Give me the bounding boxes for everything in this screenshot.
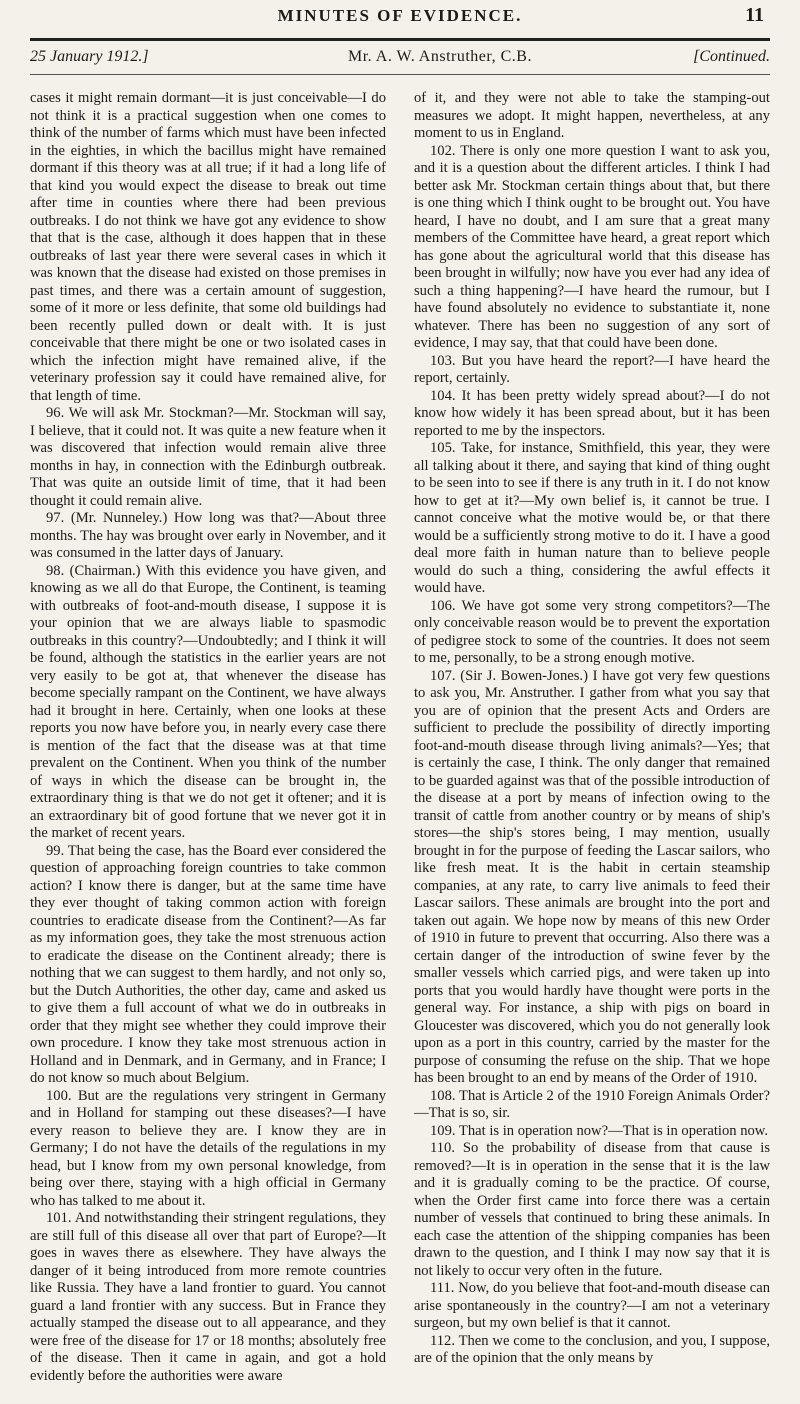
paragraph: 105. Take, for instance, Smithfield, this year, they were all talking about it there, and saying that kind of thing ought to be seen into to see if there is any truth in it. I do not know how to get at it?—My own belief is, it cannot be true. I cannot conceive what the motive would be, or that there would be a sufficiently strong motive to do it. I have a good deal more faith in human nature than to believe people would do such a thing, considering the awful effects it would have. — [414, 440, 770, 596]
paragraph: 97. (Mr. Nunneley.) How long was that?—About three months. The hay was brought over early in November, and it was consumed in the latter days of January. — [30, 510, 386, 561]
paragraph: 98. (Chairman.) With this evidence you have given, and knowing as we all do that Europe, the Continent, is teaming with outbreaks of foot-and-mouth disease, I suppose it is your opinion that we are always liable to spasmodic outbreaks in this country?—Undoubtedly; and I think it will be found, although the statistics in the earlier years are not very easily to be got at, that whenever the disease has become specially rampant on the Continent, we have always had it brought in here. Certainly, when one looks at these reports you now have before you, in nearly every case there is mention of the fact that the disease was at that time prevalent on the Continent. When you think of the number of ways in which the disease can be brought in, the extraordinary thing is that we do not get it oftener; and it is an extraordinary bit of good fortune that we never got it in the market of recent years. — [30, 562, 386, 841]
paragraph: 101. And notwithstanding their stringent regulations, they are still full of this disease all over that part of Europe?—It goes in waves there as elsewhere. They have always the danger of it being introduced from more remote countries like Russia. They have a land frontier to guard. You cannot guard a land frontier with any success. But in France they actually stamped the disease out to all appearance, and they were free of the disease for 17 or 18 months; absolutely free of the disease. Then it came in again, and got a hold evidently before the authorities were aware — [30, 1210, 386, 1384]
paragraph: 102. There is only one more question I want to ask you, and it is a question about the different articles. I think I had better ask Mr. Stockman certain things about that, but there is one thing which I think ought to be brought out. You have heard, I have no doubt, and I am sure that a great many members of the Committee have heard, a great report which has gone about the agricultural world that this disease has been brought in wilfully; now have you ever had any idea of such a thing happening?—I have heard the rumour, but I have found absolutely no evidence to substantiate it, none whatever. There has been no suggestion of any sort of evidence, I may say, that that could have been done. — [414, 142, 770, 351]
header-divider — [30, 74, 770, 75]
paragraph: of it, and they were not able to take the stamping-out measures we adopt. It might happen, nevertheless, at any moment to us in England. — [414, 90, 770, 141]
paragraph: 100. But are the regulations very stringent in Germany and in Holland for stamping out these diseases?—I have every reason to believe they are. I know they are in Germany; I do not have the details of the regulations in my head, but I know from my own personal knowledge, from being over there, staying with a high official in Germany who has talked to me about it. — [30, 1087, 386, 1209]
paragraph: 107. (Sir J. Bowen-Jones.) I have got very few questions to ask you, Mr. Anstruther. I gather from what you say that you are of opinion that the present Acts and Orders are sufficient to preclude the possibility of directly importing foot-and-mouth disease through living animals?—Yes; that is certainly the case, I think. The only danger that remained to be guarded against was that of the possible introduction of the disease at a port by means of infection owing to the transit of cattle from another country or by means of ship's stores—the ship's stores being, I may mention, usually brought in for the purpose of feeding the Lascar sailors, who like fresh meat. It is the habit in certain steamship companies, at any rate, to carry live animals to feed their Lascar sailors. These animals are brought into the port and taken out again. We hope now by means of this new Order of 1910 in future to prevent that occurring. Also there was a certain danger of the introduction of swine fever by the smaller vessels which carried pigs, and were taken up into ports that you would hardly have thought were ports in the general way. For instance, a ship with pigs on board in Gloucester was discovered, which you do not generally look upon as a port in this country, carried by the master for the purpose of consuming the refuse on the ship. That we hope has been brought to an end by means of the Order of 1910. — [414, 667, 770, 1086]
paragraph: 104. It has been pretty widely spread about?—I do not know how widely it has been spread about, but it has been reported to me by the inspectors. — [414, 387, 770, 439]
paragraph: 109. That is in operation now?—That is in operation now. — [430, 1122, 769, 1139]
paragraph: 111. Now, do you believe that foot-and-mouth disease can arise spontaneously in the country?—I am not a veterinary surgeon, but my own belief is that it cannot. — [414, 1280, 770, 1331]
paragraph: 96. We will ask Mr. Stockman?—Mr. Stockman will say, I believe, that it could not. It was quite a new feature when it was discovered that infection would remain alive three months in hay, in connection with the Edinburgh outbreak. That was quite an outside limit of time, that it had been thought it could remain alive. — [30, 405, 386, 509]
paragraph: 108. That is Article 2 of the 1910 Foreign Animals Order?—That is so, sir. — [414, 1087, 770, 1121]
paragraph: cases it might remain dormant—it is just conceivable—I do not think it is a practical suggestion when one comes to think of the number of farms which must have been infected in the eighties, in which the bacillus might have remained dormant if this theory was at all true; if it had a long life of that kind you would expect the disease to break out time after time in counties where there had been previous outbreaks. I do not think we have got any evidence to show that that is the case, although it does happen that in these outbreaks of last year there were several cases in which it was known that the disease had existed on those premises in past times, and there was a certain amount of suggestion, some of it more or less definite, that some old buildings had been recently pulled down or dealt with. It is just conceivable that there might be one or two isolated cases in which the infection might have remained alive, if the veterinary profession say it could have remained alive, for that length of time. — [30, 90, 386, 404]
hearing-date: 25 January 1912.] — [30, 48, 149, 65]
paragraph: 110. So the probability of disease from that cause is removed?—It is in operation in the sense that it is the law and it is gradually coming to be the practice. Of course, when the Order first came into force there was a certain number of vessels that continued to bring these animals. In each case the attention of the shipping companies has been drawn to the question, and I think I may now say that it is not likely to occur very often in the future. — [414, 1140, 770, 1279]
paragraph: 103. But you have heard the report?—I have heard the report, certainly. — [414, 352, 770, 386]
paragraph: 106. We have got some very strong competitors?—The only conceivable reason would be to prevent the exportation of pedigree stock to some of the countries. It does not seem to me, personally, to be a strong enough motive. — [414, 597, 770, 666]
page-number: 11 — [745, 4, 764, 26]
paragraph: 99. That being the case, has the Board ever considered the question of approaching foreign countries to take common action? I know there is danger, but at the same time have they ever thought of taking common action with foreign countries to eradicate disease from the Continent?—As far as my information goes, they take the most strenuous action to eradicate the disease on the Continent already; there is nothing that we can suggest to them hardly, and not only so, but the Dutch Authorities, the other day, came and asked us to give them a full account of what we do in outbreaks in order that they might see whether they could improve their own procedure. I know they take most strenuous action in Holland and in Denmark, and in Germany, and in France; I do not know so much about Belgium. — [30, 842, 386, 1086]
continued-label: [Continued. — [693, 48, 770, 65]
witness-name: Mr. A. W. Anstruther, C.B. — [348, 48, 532, 65]
right-column — [414, 90, 770, 1368]
paragraph: 112. Then we come to the conclusion, and you, I suppose, are of the opinion that the only means by — [414, 1332, 770, 1366]
left-column — [30, 90, 386, 1385]
running-title: MINUTES OF EVIDENCE. — [277, 6, 523, 25]
header-line — [30, 48, 770, 70]
header-rule — [30, 38, 770, 41]
